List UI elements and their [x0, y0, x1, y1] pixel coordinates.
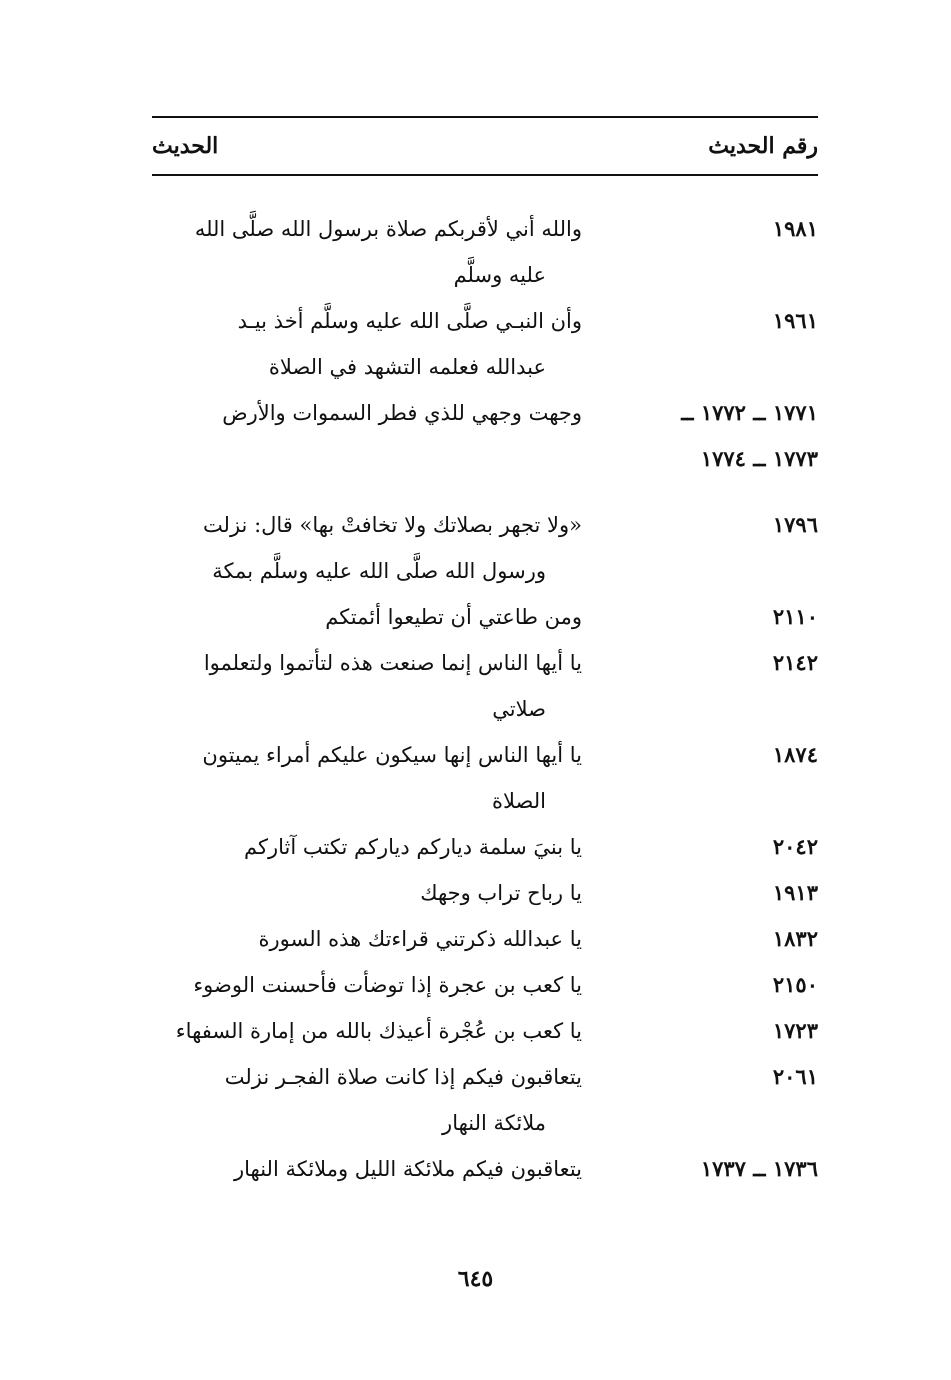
list-item	[152, 1146, 818, 1192]
hadith-number: ١٩٦١	[772, 308, 818, 333]
hadith-text-line: يا كعب بن عُجْرة أعيذك بالله من إمارة السفهاء	[175, 1019, 582, 1043]
hadith-text	[152, 594, 582, 640]
hadith-number: ١٧٩٦	[772, 512, 818, 537]
list-item	[152, 640, 818, 732]
list-item	[152, 732, 818, 824]
hadith-text-line: يا كعب بن عجرة إذا توضأت فأحسنت الوضوء	[193, 973, 582, 997]
hadith-text-line: وأن النبـي صلَّى الله عليه وسلَّم أخذ بيـد	[237, 309, 582, 333]
list-item	[152, 502, 818, 594]
hadith-text-line: وجهت وجهي للذي فطر السموات والأرض	[222, 401, 582, 425]
hadith-text	[152, 1008, 582, 1054]
hadith-text-line: ومن طاعتي أن تطيعوا أئمتكم	[325, 605, 582, 629]
hadith-number: ٢١٤٢	[772, 650, 818, 675]
index-table	[152, 116, 818, 1192]
hadith-text-line: صلاتي	[492, 697, 546, 721]
column-header-number: رقم الحديث	[708, 133, 818, 159]
hadith-text-line: عليه وسلَّم	[453, 263, 546, 287]
hadith-text	[152, 962, 582, 1008]
hadith-text-line: «ولا تجهر بصلاتك ولا تخافتْ بها» قال: نزلت	[202, 513, 582, 537]
hadith-text-line: يتعاقبون فيكم إذا كانت صلاة الفجـر نزلت	[224, 1065, 582, 1089]
hadith-text-line: والله أني لأقربكم صلاة برسول الله صلَّى الله	[194, 217, 582, 241]
list-item	[152, 206, 818, 298]
list-item	[152, 298, 818, 390]
hadith-number: ١٧٧١ ــ ١٧٧٢ ــ	[681, 400, 818, 425]
hadith-number: ١٨٧٤	[772, 742, 818, 767]
hadith-number: ٢١٥٠	[772, 972, 818, 997]
list-item	[152, 870, 818, 916]
hadith-text-line: يا أيها الناس إنما صنعت هذه لتأتموا ولتعلموا	[203, 651, 582, 675]
hadith-number: ١٧٧٣ ــ ١٧٧٤	[700, 446, 818, 471]
hadith-text-line: عبدالله فعلمه التشهد في الصلاة	[268, 355, 546, 379]
page-number: ٦٤٥	[457, 1266, 494, 1292]
list-item	[152, 390, 818, 436]
hadith-text	[152, 640, 582, 732]
hadith-number: ١٧٣٦ ــ ١٧٣٧	[700, 1156, 818, 1181]
hadith-number: ١٨٣٢	[772, 926, 818, 951]
table-header	[152, 118, 818, 174]
entry-list	[152, 206, 818, 1192]
hadith-text-line: يا بنيَ سلمة دياركم دياركم تكتب آثاركم	[244, 835, 582, 859]
hadith-number: ١٩١٣	[772, 880, 818, 905]
hadith-text-line: يا أيها الناس إنها سيكون عليكم أمراء يميتون	[202, 743, 582, 767]
hadith-text-line: ملائكة النهار	[442, 1111, 546, 1135]
hadith-text	[152, 732, 582, 824]
list-item	[152, 436, 818, 482]
hadith-text	[152, 206, 582, 298]
hadith-text-line: يا عبدالله ذكرتني قراءتك هذه السورة	[258, 927, 582, 951]
list-item	[152, 594, 818, 640]
hadith-number: ٢١١٠	[772, 604, 818, 629]
hadith-number: ١٩٨١	[772, 216, 818, 241]
hadith-number: ٢٠٦١	[772, 1064, 818, 1089]
hadith-text-line: الصلاة	[492, 789, 546, 813]
hadith-text-line: ورسول الله صلَّى الله عليه وسلَّم بمكة	[212, 559, 546, 583]
list-item	[152, 962, 818, 1008]
hadith-number: ١٧٢٣	[772, 1018, 818, 1043]
hadith-text	[152, 502, 582, 594]
hadith-text	[152, 824, 582, 870]
hadith-text	[152, 870, 582, 916]
hadith-text-line: يتعاقبون فيكم ملائكة الليل وملائكة النهار	[234, 1157, 582, 1181]
list-item	[152, 1054, 818, 1146]
hadith-text	[152, 390, 582, 436]
list-item	[152, 1008, 818, 1054]
list-item	[152, 824, 818, 870]
hadith-number: ٢٠٤٢	[772, 834, 818, 859]
hadith-text-line: يا رباح تراب وجهك	[420, 881, 582, 905]
list-item	[152, 916, 818, 962]
hadith-text	[152, 1146, 582, 1192]
header-rule	[152, 174, 818, 176]
hadith-text	[152, 916, 582, 962]
column-header-hadith: الحديث	[152, 133, 219, 159]
hadith-text	[152, 1054, 582, 1146]
hadith-text	[152, 298, 582, 390]
spacer	[152, 482, 818, 502]
